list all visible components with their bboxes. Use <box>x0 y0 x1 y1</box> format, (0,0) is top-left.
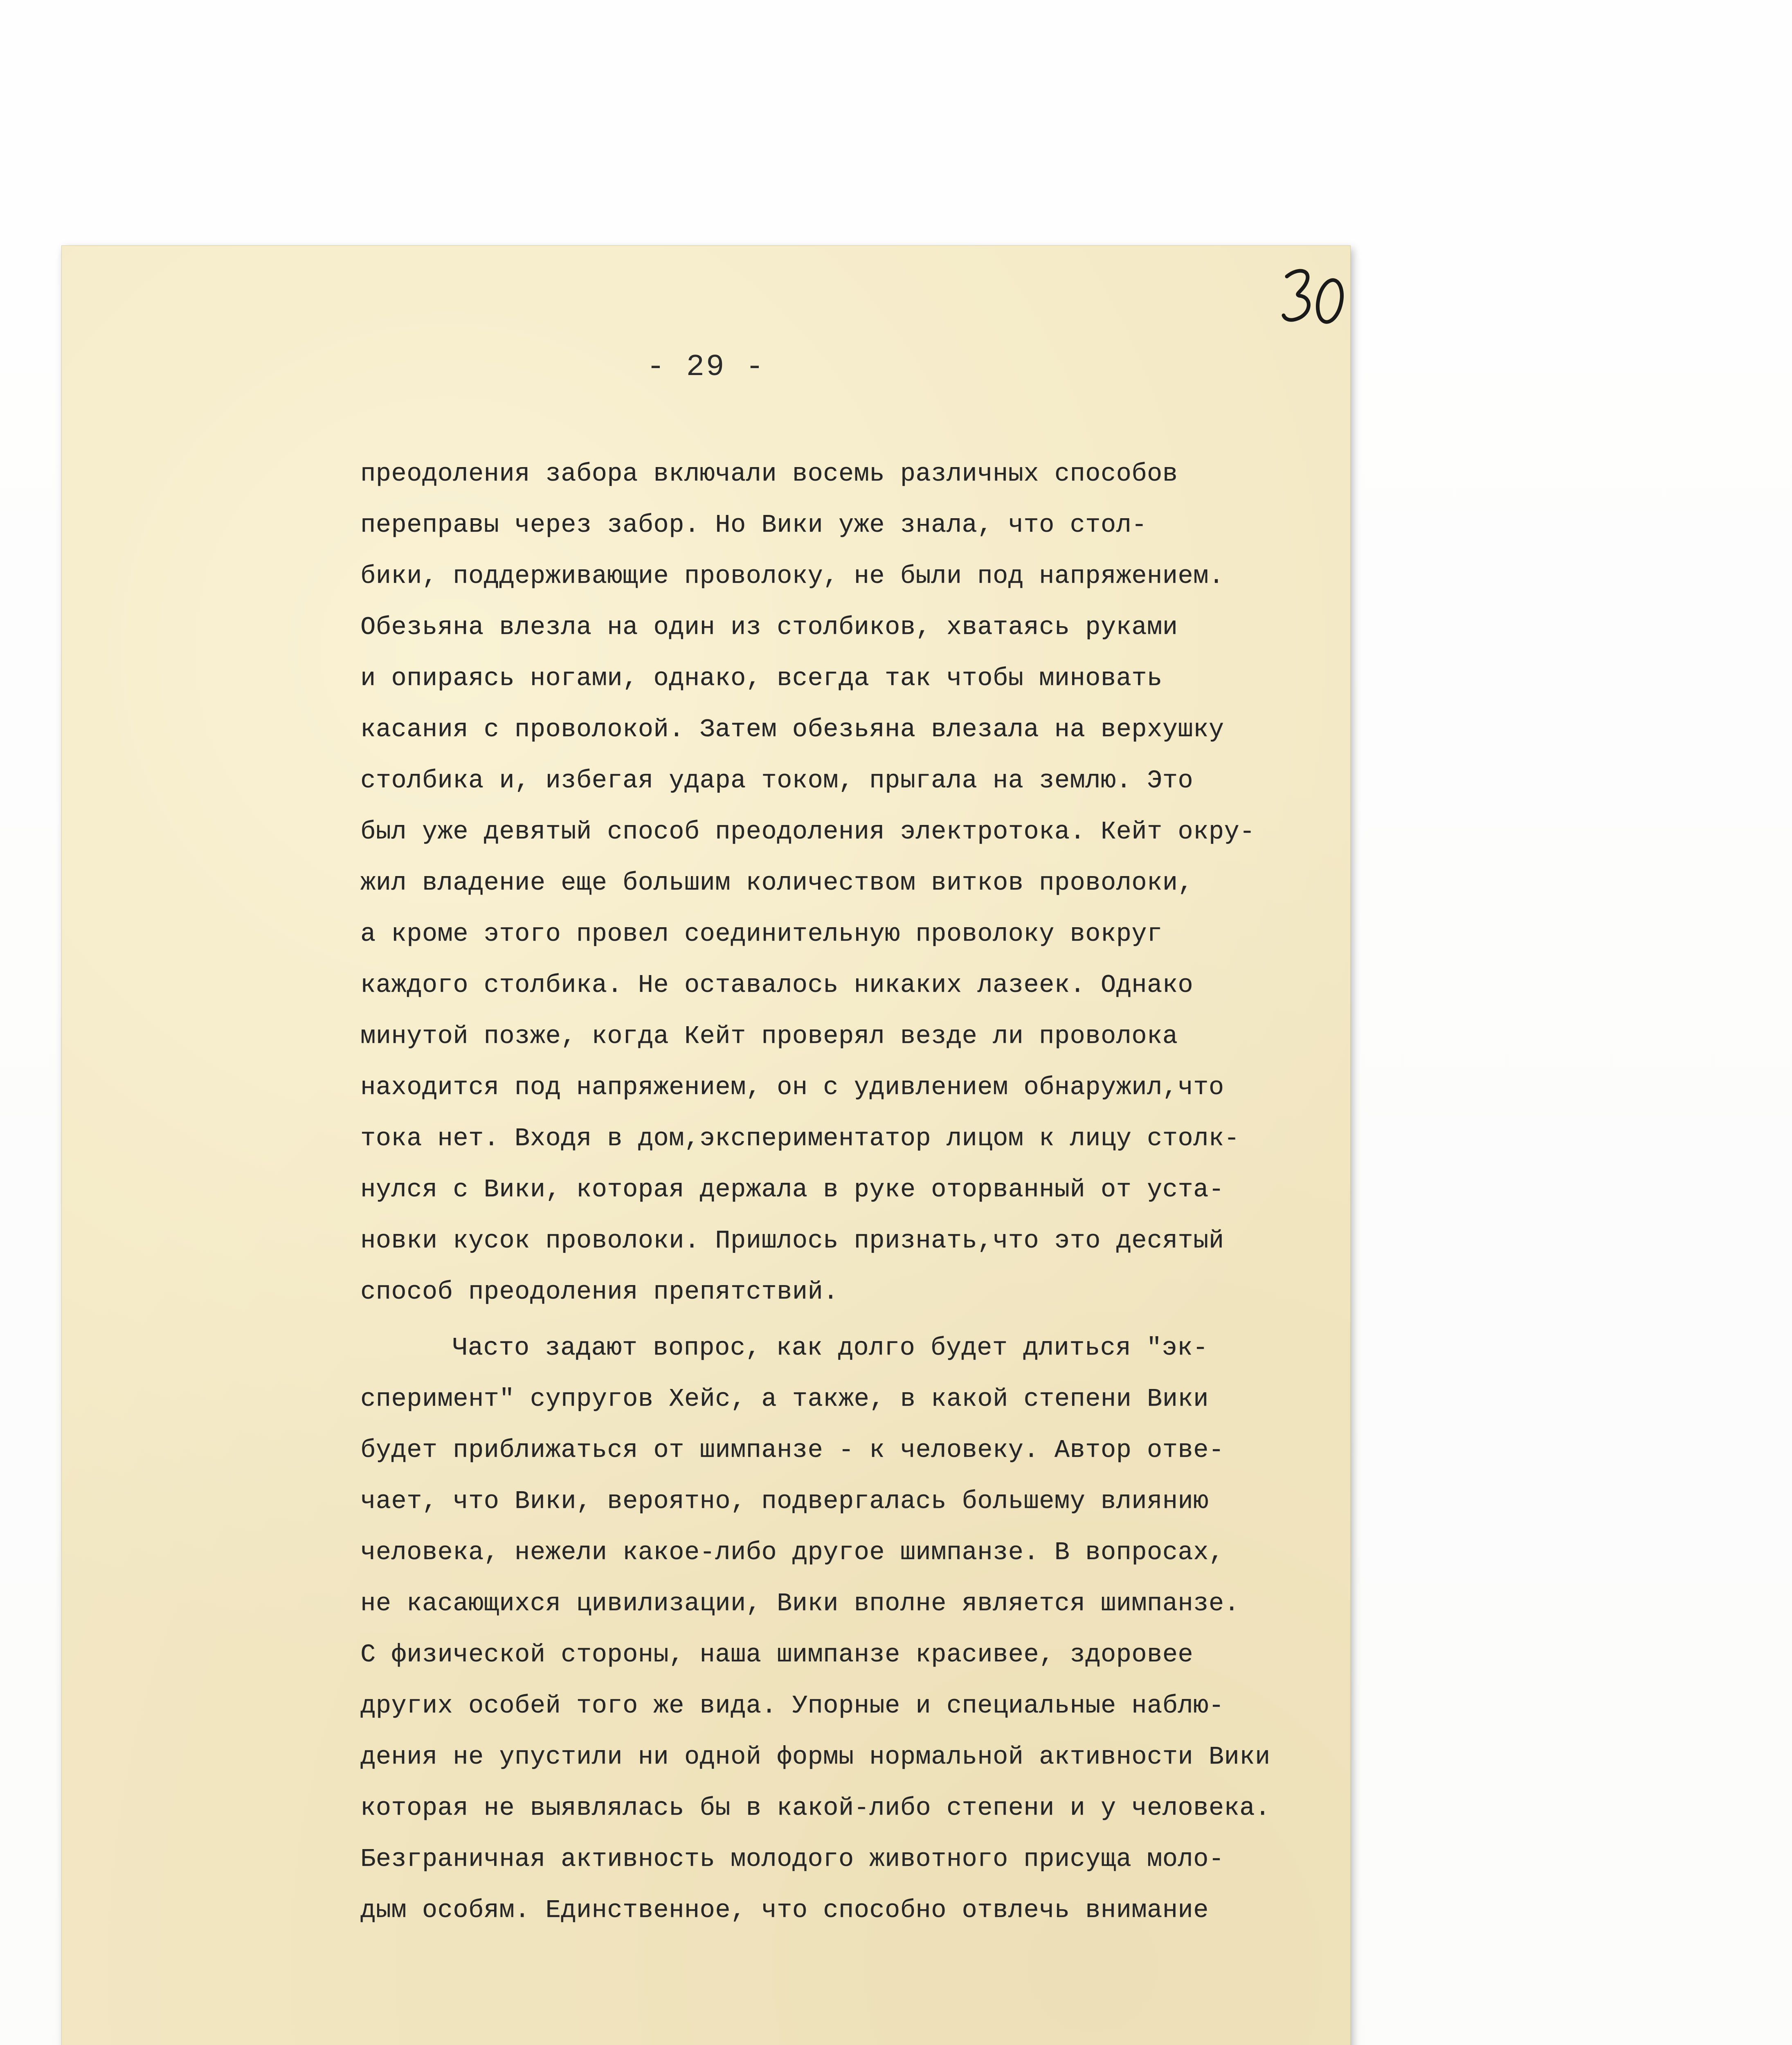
paragraph <box>360 1322 1383 1936</box>
text-line: дым особям. Единственное, что способно отвлечь внимание <box>360 1896 1209 1925</box>
text-line: не касающихся цивилизации, Вики вполне является шимпанзе. <box>360 1589 1240 1618</box>
text-line: тока нет. Входя в дом,экспериментатор лицом к лицу столк- <box>360 1124 1240 1153</box>
paragraph-gap <box>360 1317 1383 1322</box>
text-line: человека, нежели какое-либо другое шимпанзе. В вопросах, <box>360 1538 1224 1567</box>
handwritten-folio-number <box>1270 254 1352 336</box>
text-line: переправы через забор. Но Вики уже знала, что стол- <box>360 510 1147 539</box>
text-line: других особей того же вида. Упорные и специальные наблю- <box>360 1691 1224 1720</box>
text-line: нулся с Вики, которая держала в руке оторванный от уста- <box>360 1175 1224 1204</box>
text-line: каждого столбика. Не оставалось никаких лазеек. Однако <box>360 971 1194 1000</box>
text-line: Безграничная активность молодого животного присуща моло- <box>360 1845 1224 1874</box>
text-line: будет приближаться от шимпанзе - к человеку. Автор отве- <box>360 1436 1224 1465</box>
text-line: столбика и, избегая удара током, прыгала на землю. Это <box>360 766 1194 795</box>
text-line: способ преодоления препятствий. <box>360 1277 839 1306</box>
document-page <box>61 245 1351 2045</box>
handwritten-folio-glyph <box>1270 254 1352 336</box>
text-line: дения не упустили ни одной формы нормальной активности Вики <box>360 1742 1270 1771</box>
text-line: бики, поддерживающие проволоку, не были под напряжением. <box>360 562 1224 591</box>
text-line: минутой позже, когда Кейт проверял везде ли проволока <box>360 1022 1178 1051</box>
text-line: которая не выявлялась бы в какой-либо степени и у человека. <box>360 1793 1270 1823</box>
text-line: Часто задают вопрос, как долго будет длиться "эк- <box>452 1333 1208 1362</box>
text-line: и опираясь ногами, однако, всегда так чтобы миновать <box>360 664 1162 693</box>
text-line: С физической стороны, наша шимпанзе красивее, здоровее <box>360 1640 1194 1669</box>
paragraph <box>360 448 1383 1317</box>
text-line: чает, что Вики, вероятно, подвергалась большему влиянию <box>360 1487 1209 1516</box>
text-line: новки кусок проволоки. Пришлось признать,что это десятый <box>360 1226 1224 1255</box>
body-text <box>360 448 1383 1936</box>
text-line: касания с проволокой. Затем обезьяна влезала на верхушку <box>360 715 1224 744</box>
text-line: а кроме этого провел соединительную проволоку вокруг <box>360 919 1162 948</box>
page-number: - 29 - <box>646 350 766 384</box>
text-line: Обезьяна влезла на один из столбиков, хватаясь руками <box>360 613 1178 642</box>
text-line: преодоления забора включали восемь различных способов <box>360 459 1178 488</box>
text-line: был уже девятый способ преодоления электротока. Кейт окру- <box>360 817 1255 846</box>
text-line: находится под напряжением, он с удивлением обнаружил,что <box>360 1073 1224 1102</box>
text-line: жил владение еще большим количеством витков проволоки, <box>360 868 1194 897</box>
text-line: сперимент" супругов Хейс, а также, в какой степени Вики <box>360 1384 1209 1414</box>
